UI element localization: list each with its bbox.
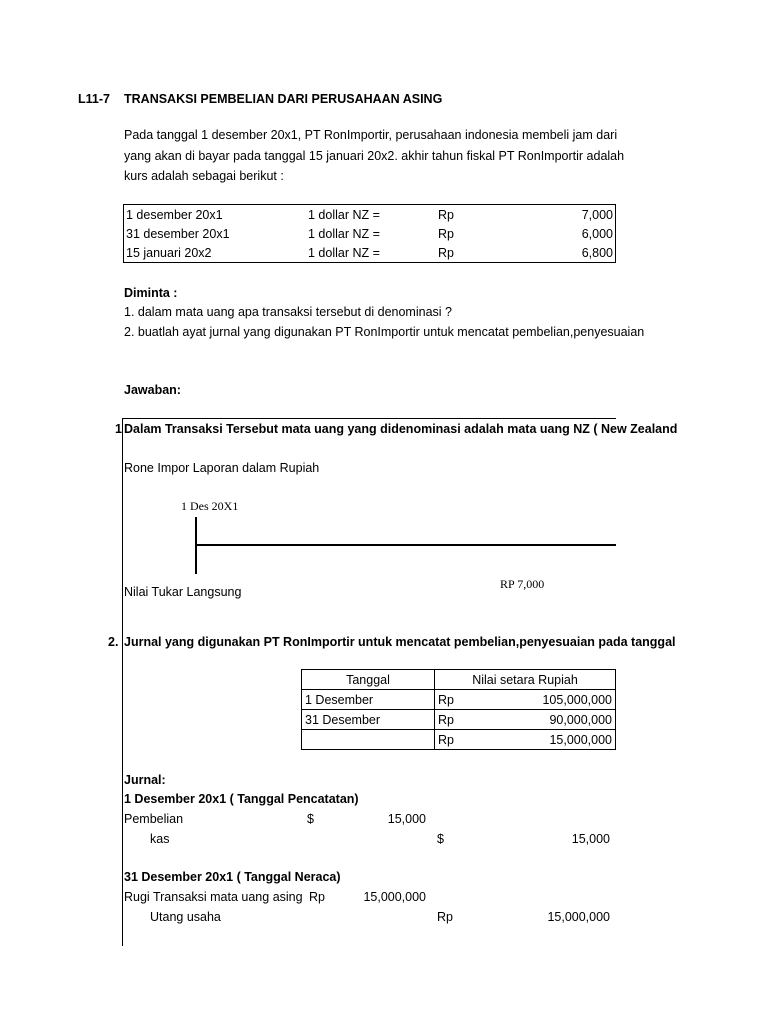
table-row [302, 730, 616, 750]
entry-2-debit-account: Rugi Transaksi mata uang asing [124, 890, 303, 904]
timeline-date: 1 Des 20X1 [181, 499, 239, 513]
entry-1-debit-account: Pembelian [124, 812, 184, 826]
rate-currency: Rp [438, 226, 454, 241]
answer-1-text: Dalam Transaksi Tersebut mata uang yang didenominasi adalah mata uang NZ ( New Zealand [124, 422, 678, 436]
row-currency: Rp [435, 690, 484, 710]
rate-value: 6,000 [581, 226, 613, 241]
question-2: 2. buatlah ayat jurnal yang digunakan PT RonImportir untuk mencatat pembelian,penyesuaian [124, 325, 645, 339]
answer-top-border [122, 418, 616, 419]
header-tanggal: Tanggal [302, 670, 435, 690]
entry-1-debit-currency: $ [307, 812, 314, 826]
timeline-line [195, 544, 616, 546]
rate-unit: 1 dollar NZ = [308, 226, 380, 241]
row-currency: Rp [435, 730, 484, 750]
table-row [124, 224, 616, 243]
intro-line-2: yang akan di bayar pada tanggal 15 januari 20x2. akhir tahun fiskal PT RonImportir adalah [124, 149, 625, 163]
answer-subtitle: Rone Impor Laporan dalam Rupiah [124, 461, 320, 475]
entry-1-credit-account: kas [150, 832, 170, 846]
answer-left-border [122, 418, 123, 946]
entry-2-credit-value: 15,000,000 [547, 910, 610, 924]
rate-currency: Rp [438, 207, 454, 222]
timeline-rate: RP 7,000 [500, 577, 545, 591]
answer-2-text: Jurnal yang digunakan PT RonImportir untuk mencatat pembelian,penyesuaian pada tanggal [124, 635, 676, 649]
rate-date: 1 desember 20x1 [126, 207, 223, 222]
row-value: 15,000,000 [483, 730, 616, 750]
row-currency: Rp [435, 710, 484, 730]
question-label: Diminta : [124, 286, 178, 300]
rate-date: 15 januari 20x2 [126, 245, 212, 260]
answer-number-1: 1 [115, 422, 122, 436]
rate-value: 7,000 [581, 207, 613, 222]
row-date: 1 Desember [302, 690, 435, 710]
table-row [302, 690, 616, 710]
entry-2-debit-currency: Rp [309, 890, 325, 904]
nilai-tukar-label: Nilai Tukar Langsung [124, 585, 242, 599]
table-row [124, 243, 616, 263]
exchange-rate-table [123, 204, 616, 263]
intro-line-1: Pada tanggal 1 desember 20x1, PT RonImportir, perusahaan indonesia membeli jam dari [124, 128, 618, 142]
table-row [302, 670, 616, 690]
answer-number-2: 2. [108, 635, 119, 649]
entry-2-debit-value: 15,000,000 [363, 890, 426, 904]
entry-2-credit-account: Utang usaha [150, 910, 221, 924]
entry-1-credit-value: 15,000 [571, 832, 610, 846]
question-1: 1. dalam mata uang apa transaksi tersebut di denominasi ? [124, 305, 452, 319]
table-row [124, 205, 616, 225]
table-row [302, 710, 616, 730]
entry-2-credit-currency: Rp [437, 910, 453, 924]
rate-currency: Rp [438, 245, 454, 260]
header-nilai: Nilai setara Rupiah [435, 670, 616, 690]
rate-value: 6,800 [581, 245, 613, 260]
row-date: 31 Desember [302, 710, 435, 730]
journal-label: Jurnal: [124, 773, 166, 787]
entry-1-title: 1 Desember 20x1 ( Tanggal Pencatatan) [124, 792, 359, 806]
entry-2-title: 31 Desember 20x1 ( Tanggal Neraca) [124, 870, 341, 884]
rate-unit: 1 dollar NZ = [308, 245, 380, 260]
intro-line-3: kurs adalah sebagai berikut : [124, 169, 284, 183]
row-value: 105,000,000 [483, 690, 616, 710]
problem-code: L11-7 [78, 92, 110, 106]
summary-table [301, 669, 616, 750]
entry-1-credit-currency: $ [437, 832, 444, 846]
row-value: 90,000,000 [483, 710, 616, 730]
entry-1-debit-value: 15,000 [387, 812, 426, 826]
row-date [302, 730, 435, 750]
rate-date: 31 desember 20x1 [126, 226, 230, 241]
problem-title: TRANSAKSI PEMBELIAN DARI PERUSAHAAN ASING [124, 92, 443, 106]
answer-label: Jawaban: [124, 383, 181, 397]
rate-unit: 1 dollar NZ = [308, 207, 380, 222]
